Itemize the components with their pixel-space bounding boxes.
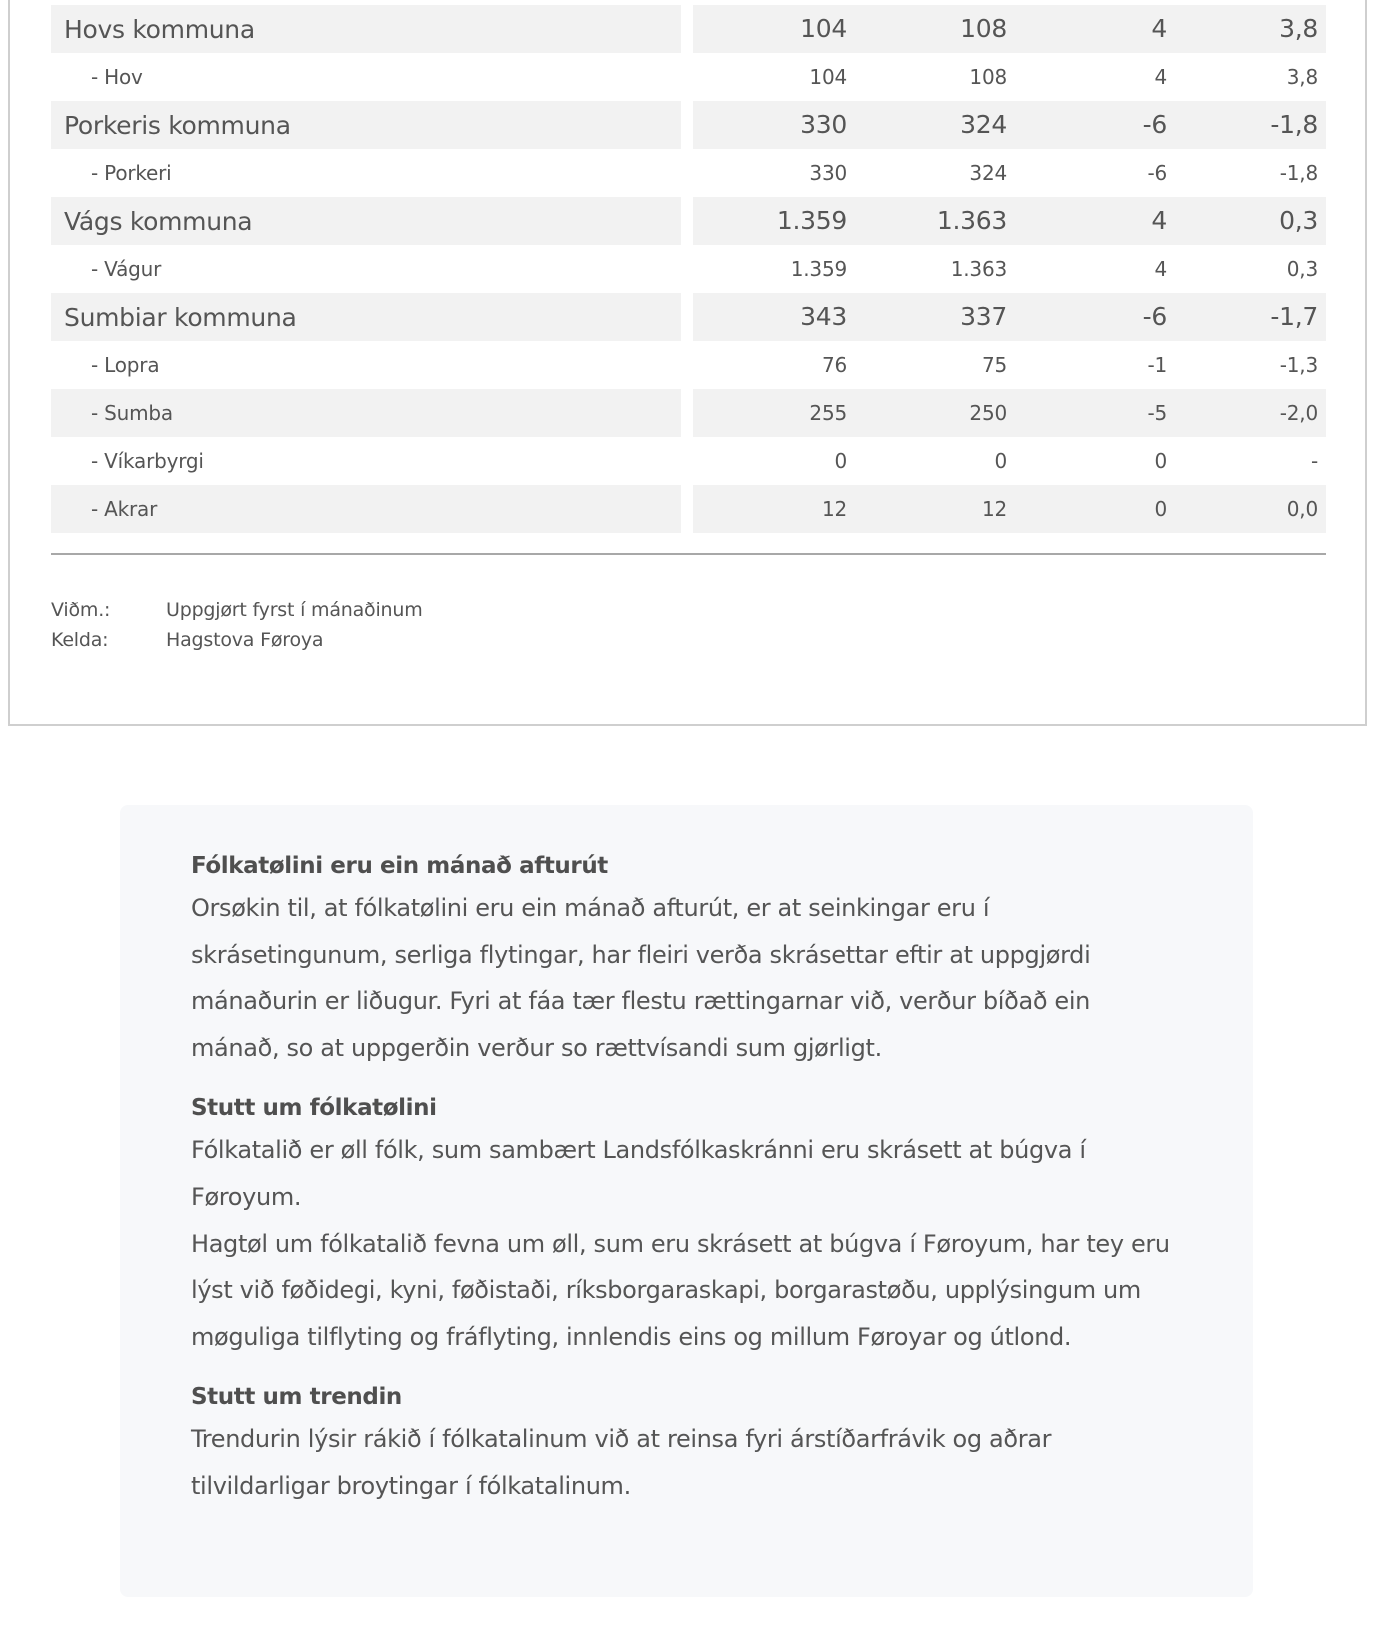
note-source-value: Hagstova Føroya — [166, 629, 324, 651]
table-notes — [51, 595, 423, 655]
value-change-percent: -1,7 — [1270, 302, 1318, 331]
value-change: 4 — [1154, 257, 1167, 281]
value-previous: 104 — [800, 14, 847, 43]
value-change-percent: 0,3 — [1279, 206, 1318, 235]
table-row-municipality — [51, 197, 1326, 245]
row-values — [693, 149, 1326, 197]
value-current: 0 — [994, 449, 1007, 473]
value-previous: 1.359 — [790, 257, 847, 281]
row-values — [693, 437, 1326, 485]
info-paragraph: Orsøkin til, at fólkatølini eru ein mánað afturút, er at seinkingar eru í skrásetingunum, serliga flytingar, har fleiri verða skrásettar eftir at uppgjørdi mánaðurin er liðugur. Fyri at fáa tær flestu rættingarnar við, verður bíðað ein mánað, so at uppgerðin verður so rættvísandi sum gjørligt. — [191, 894, 1091, 1062]
value-current: 75 — [981, 353, 1007, 377]
value-change-percent: 0,3 — [1286, 257, 1318, 281]
row-label: Hovs kommuna — [51, 5, 681, 53]
row-label: Porkeris kommuna — [51, 101, 681, 149]
value-change: -6 — [1142, 302, 1167, 331]
note-source — [51, 625, 423, 655]
row-label: - Vágur — [91, 257, 162, 281]
row-label: - Hov — [91, 65, 143, 89]
row-values — [693, 53, 1326, 101]
section-gap — [191, 1360, 1181, 1378]
row-label: - Lopra — [91, 353, 160, 377]
row-label: - Porkeri — [91, 161, 172, 185]
row-label: - Víkarbyrgi — [91, 449, 204, 473]
row-values — [693, 293, 1326, 341]
table-row-town — [51, 149, 1326, 197]
value-change: 4 — [1151, 206, 1167, 235]
info-content — [191, 847, 1181, 1510]
note-remark — [51, 595, 423, 625]
value-change: -6 — [1142, 110, 1167, 139]
row-values — [693, 341, 1326, 389]
value-change-percent: 3,8 — [1279, 14, 1318, 43]
value-current: 12 — [981, 497, 1007, 521]
note-remark-value: Uppgjørt fyrst í mánaðinum — [166, 599, 423, 621]
value-previous: 330 — [800, 110, 847, 139]
value-previous: 255 — [809, 401, 847, 425]
table-row-town — [51, 245, 1326, 293]
info-heading-about-trend: Stutt um trendin — [191, 1384, 402, 1411]
row-label: - Sumba — [51, 389, 681, 437]
population-table-card — [8, 0, 1367, 726]
value-change: 0 — [1154, 449, 1167, 473]
row-label: Sumbiar kommuna — [51, 293, 681, 341]
info-paragraph: Hagtøl um fólkatalið fevna um øll, sum eru skrásett at búgva í Føroyum, har tey eru lýst við føðidegi, kyni, føðistaði, ríksborgaraskapi, borgarastøðu, upplýsingum um møguliga tilflyting og fráflyting, innlendis eins og millum Føroyar og útlond. — [191, 1229, 1170, 1351]
note-source-key: Kelda: — [51, 629, 109, 651]
row-values — [693, 485, 1326, 533]
value-previous: 12 — [821, 497, 847, 521]
value-current: 324 — [969, 161, 1007, 185]
value-change-percent: 0,0 — [1286, 497, 1318, 521]
row-label: - Akrar — [51, 485, 681, 533]
info-paragraph: Trendurin lýsir rákið í fólkatalinum við at reinsa fyri árstíðarfrávik og aðrar tilvildarligar broytingar í fólkatalinum. — [191, 1425, 1052, 1500]
value-current: 1.363 — [950, 257, 1007, 281]
row-values — [693, 389, 1326, 437]
row-values — [693, 101, 1326, 149]
table-row-town — [51, 389, 1326, 437]
value-change-percent: -1,3 — [1279, 353, 1318, 377]
value-change-percent: 3,8 — [1286, 65, 1318, 89]
section-gap — [191, 1071, 1181, 1089]
value-change-percent: -1,8 — [1270, 110, 1318, 139]
value-previous: 76 — [821, 353, 847, 377]
table-row-town — [51, 485, 1326, 533]
value-previous: 104 — [809, 65, 847, 89]
value-change-percent: -1,8 — [1279, 161, 1318, 185]
info-paragraph: Fólkatalið er øll fólk, sum sambært Landsfólkaskránni eru skrásett at búgva í Føroyum. — [191, 1136, 1086, 1211]
value-current: 324 — [960, 110, 1007, 139]
note-remark-key: Viðm.: — [51, 599, 111, 621]
value-change-percent: - — [1310, 449, 1318, 473]
value-change: -5 — [1147, 401, 1167, 425]
value-previous: 330 — [809, 161, 847, 185]
table-bottom-divider — [51, 553, 1326, 555]
row-values — [693, 197, 1326, 245]
value-change: 4 — [1154, 65, 1167, 89]
value-previous: 343 — [800, 302, 847, 331]
table-row-municipality — [51, 5, 1326, 53]
value-current: 250 — [969, 401, 1007, 425]
value-change: -6 — [1147, 161, 1167, 185]
value-previous: 1.359 — [776, 206, 847, 235]
row-values — [693, 5, 1326, 53]
info-heading-delay: Fólkatølini eru ein mánað afturút — [191, 853, 608, 879]
value-current: 108 — [960, 14, 1007, 43]
info-heading-about-population: Stutt um fólkatølini — [191, 1095, 437, 1122]
table-row-town — [51, 53, 1326, 101]
value-current: 108 — [969, 65, 1007, 89]
table-row-municipality — [51, 293, 1326, 341]
value-current: 337 — [960, 302, 1007, 331]
value-change: 0 — [1154, 497, 1167, 521]
value-change: -1 — [1147, 353, 1167, 377]
table-row-town — [51, 341, 1326, 389]
table-row-municipality — [51, 101, 1326, 149]
population-table — [51, 5, 1326, 533]
info-box — [120, 805, 1253, 1597]
value-change: 4 — [1151, 14, 1167, 43]
value-current: 1.363 — [936, 206, 1007, 235]
row-values — [693, 245, 1326, 293]
table-row-town — [51, 437, 1326, 485]
value-previous: 0 — [834, 449, 847, 473]
value-change-percent: -2,0 — [1279, 401, 1318, 425]
row-label: Vágs kommuna — [51, 197, 681, 245]
